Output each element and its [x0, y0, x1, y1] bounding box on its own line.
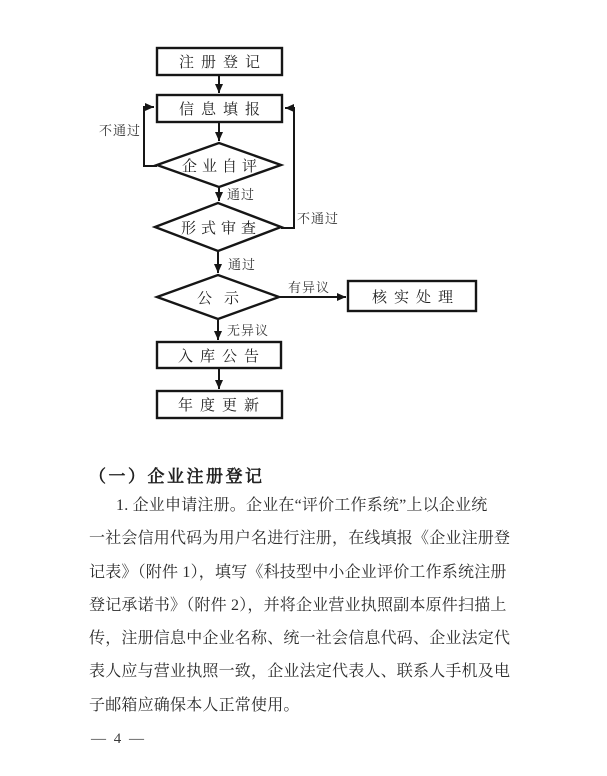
paragraph-line: 登记承诺书》（附件 2），并将企业营业执照副本原件扫描上 [89, 596, 507, 614]
edge-objection-label: 有异议 [288, 281, 331, 296]
paragraph [89, 489, 521, 722]
edge-fail-right-label: 不通过 [297, 212, 340, 227]
connector-self-eval-fail-loop [144, 107, 157, 166]
node-library-announce-label: 入库公告 [177, 347, 267, 365]
node-formal-review-label: 形式审查 [180, 219, 262, 237]
connector-formal-fail-loop [281, 108, 294, 228]
edge-pass2-label: 通过 [228, 258, 257, 273]
node-register-label: 注册登记 [178, 53, 268, 71]
section-heading: （一）企业注册登记 [89, 467, 265, 486]
edge-no-objection-label: 无异议 [227, 324, 270, 339]
paragraph-line: 传，注册信息中企业名称、统一社会信息代码、企业法定代 [89, 630, 511, 648]
node-verify-label: 核实处理 [371, 288, 461, 306]
edge-fail-left-label: 不通过 [99, 124, 142, 139]
node-public-notice-label: 公示 [196, 289, 252, 307]
paragraph-line: 子邮箱应确保本人正常使用。 [89, 696, 300, 714]
paragraph-line: 记表》（附件 1），填写《科技型中小企业评价工作系统注册 [89, 563, 507, 581]
node-annual-update-label: 年度更新 [177, 396, 267, 414]
paragraph-line: 一社会信用代码为用户名进行注册，在线填报《企业注册登 [89, 530, 511, 548]
node-self-eval-label: 企业自评 [181, 157, 263, 175]
page-number: — 4 — [91, 731, 146, 747]
paragraph-line: 1. 企业申请注册。企业在“评价工作系统”上以企业统 [116, 497, 488, 514]
node-fill-info-label: 信息填报 [178, 100, 268, 118]
paragraph-line: 表人应与营业执照一致，企业法定代表人、联系人手机及电 [89, 663, 511, 681]
edge-pass1-label: 通过 [227, 188, 256, 203]
